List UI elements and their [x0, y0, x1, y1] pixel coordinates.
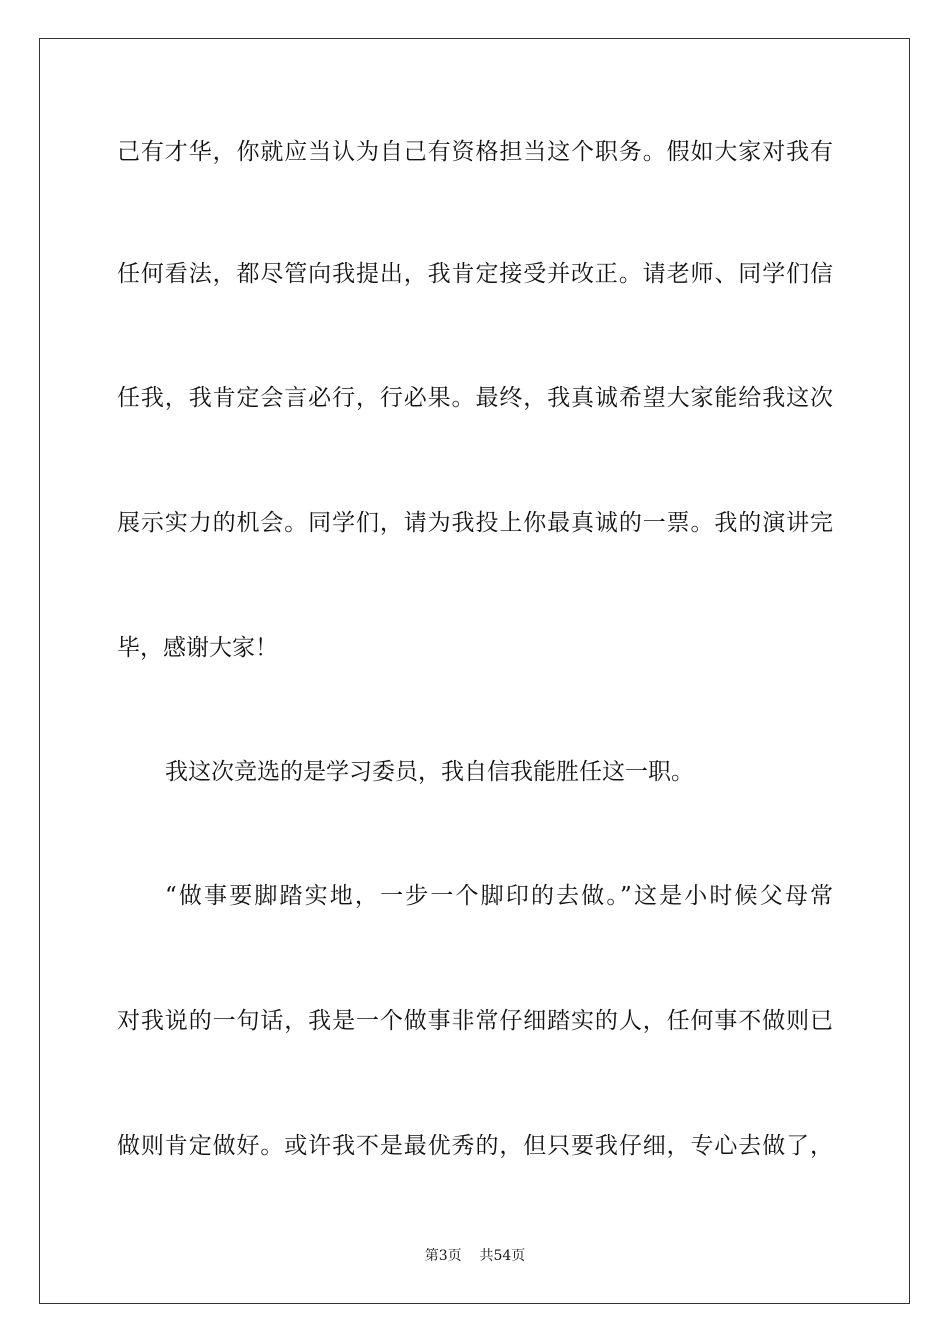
page-number: 第3页	[424, 1248, 462, 1264]
text-line: 我这次竞选的是学习委员，我自信我能胜任这一职。	[165, 759, 694, 785]
total-pages: 共54页	[479, 1248, 526, 1264]
text-line: 做则肯定做好。或许我不是最优秀的，但只要我仔细，专心去做了，	[117, 1133, 833, 1159]
text-line: 对我说的一句话，我是一个做事非常仔细踏实的人，任何事不做则已	[117, 1008, 833, 1034]
text-line: “做事要脚踏实地，一步一个脚印的去做。”这是小时候父母常	[165, 883, 833, 909]
text-line: 任何看法，都尽管向我提出，我肯定接受并改正。请老师、同学们信	[117, 261, 833, 287]
page-border	[39, 38, 910, 1304]
text-line: 毕，感谢大家！	[117, 635, 278, 661]
text-line: 展示实力的机会。同学们，请为我投上你最真诚的一票。我的演讲完	[117, 510, 833, 536]
text-line: 己有才华，你就应当认为自己有资格担当这个职务。假如大家对我有	[117, 139, 833, 165]
text-line: 任我，我肯定会言必行，行必果。最终，我真诚希望大家能给我这次	[117, 385, 833, 411]
page-footer	[0, 1247, 950, 1265]
